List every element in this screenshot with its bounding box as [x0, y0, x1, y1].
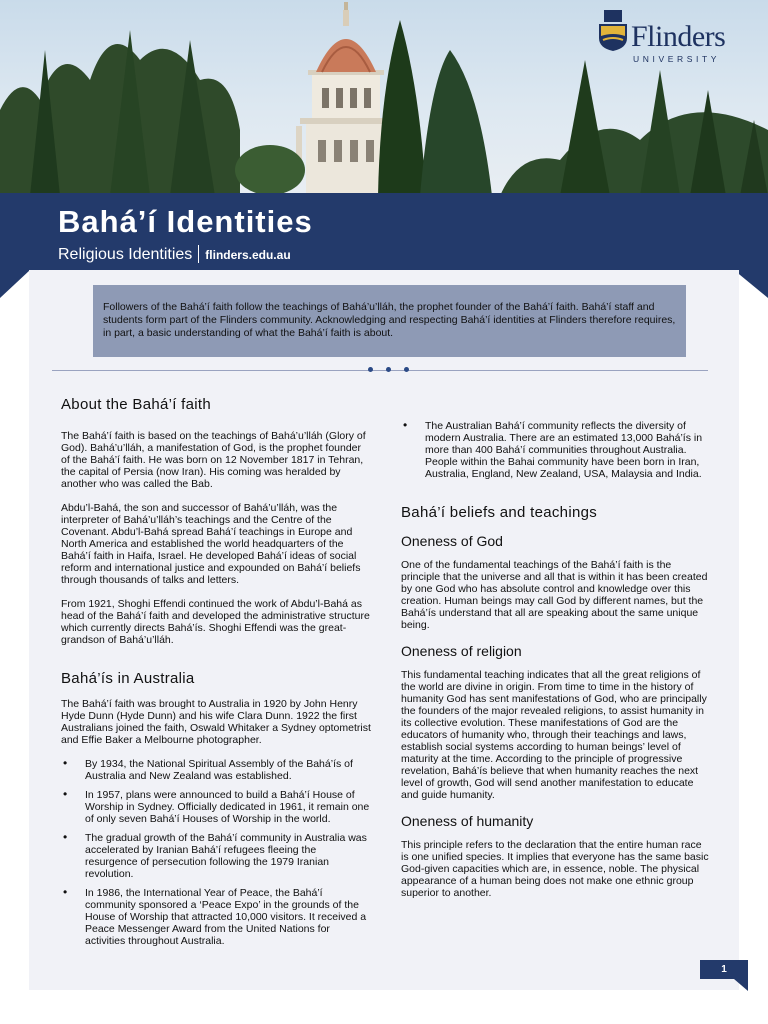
shield-crest-icon [597, 8, 629, 52]
australia-heading: Bahá’ís in Australia [61, 670, 195, 687]
list-item: • The Australian Bahá’í community reflects the diversity of modern Australia. There are an estimated 13,000 Bahá’ís in more than 400 Bahá’í communities throughout Australia. People within the Bahai community have been born in Iran, Australia, England, New Zealand, USA, Malaysia and India. [401, 420, 711, 480]
australia-bullet-list-continued [401, 420, 711, 480]
left-column [61, 396, 371, 947]
oneness-god-heading: Oneness of God [401, 533, 503, 549]
subtitle-divider [198, 245, 199, 263]
divider-dots [368, 367, 418, 373]
about-heading: About the Bahá’í faith [61, 396, 212, 413]
australia-paragraph: The Bahá’í faith was brought to Australia in 1920 by John Henry Hyde Dunn (Hyde Dunn) and his wife Clara Dunn. 1922 the first Australians joined the faith, Oswald Whitaker a Sydney optometrist and Effie Baker a Melbourne photographer. [61, 698, 371, 746]
beliefs-heading: Bahá’í beliefs and teachings [401, 504, 598, 521]
page-subtitle [58, 245, 291, 264]
page-number-corner [734, 979, 748, 991]
about-paragraph-3: From 1921, Shoghi Effendi continued the work of Abdu’l-Bahá as head of the Bahá’í faith and developed the administrative structure which currently directs Bahá’ís. Shoghi Effendi was the great-grandson of Bahá’u’lláh. [61, 598, 370, 646]
divider-dot [368, 367, 373, 372]
divider-dot [386, 367, 391, 372]
hero-photo [0, 0, 768, 196]
list-item: • In 1957, plans were announced to build a Bahá’í House of Worship in Sydney. Officially dedicated in 1961, it remain one of only seven Bahá’í Houses of Worship in the world. [61, 789, 371, 825]
oneness-humanity-text: This principle refers to the declaration that the entire human race is one unified species. It implies that everyone has the same basic God-given capacities which are, in essence, noble. The physical appearance of a human being does not make one ethnic group superior to another. [401, 839, 709, 899]
band-corner-right [734, 270, 768, 298]
subtitle-text: Religious Identities [58, 246, 193, 263]
about-paragraph-1: The Bahá’í faith is based on the teachings of Bahá’u’lláh (Glory of God). Bahá’u’lláh, a manifestation of God, is the prophet founder of the Bahá’í faith. He was born on 12 November 1817 in Tehran, the capital of Persia (now Iran). His coming was heralded by another who was called the Bab. [61, 430, 366, 490]
logo-name: Flinders [631, 20, 726, 53]
intro-box: Followers of the Bahá’í faith follow the teachings of Bahá’u’lláh, the prophet founder of the Bahá’í faith. Bahá’í staff and students form part of the Flinders community. Acknowledging and respecting Bahá’í identities at Flinders therefore requires, in part, a basic understanding of what the Bahá’í faith is about. [93, 285, 686, 357]
flinders-logo [597, 8, 747, 64]
oneness-god-text: One of the fundamental teachings of the Bahá’í faith is the principle that the universe and all that is within it has been created by one God who has absolute control and knowledge over this creation. Human beings may call God by different names, but the Bahá’ís understand that all are speaking about the same unique being. [401, 559, 708, 631]
site-url: flinders.edu.au [205, 248, 291, 262]
page-number: 1 [700, 960, 748, 979]
list-item: • In 1986, the International Year of Peace, the Bahá’í community sponsored a ‘Peace Expo’ in the grounds of the House of Worship that attracted 10,000 visitors. It received a Peace Messenger Award from the United Nations for activities throughout Australia. [61, 887, 371, 947]
page-title: Bahá’í Identities [58, 204, 313, 239]
oneness-humanity-heading: Oneness of humanity [401, 813, 534, 829]
about-paragraph-2: Abdu’l-Bahá, the son and successor of Bahá’u’lláh, was the interpreter of Bahá’u’lláh’s teachings and the Centre of the Covenant. Abdu’l-Bahá spread Bahá’í teachings in Europe and North America and established the world headquarters of the Bahá’í faith in Haifa, Israel. He developed Bahá’í ideas of social reform and international justice and expounded on Bahá’í beliefs through thousands of talks and letters. [61, 502, 361, 586]
list-item: • The gradual growth of the Bahá’í community in Australia was accelerated by Iranian Bahá’í refugees fleeing the resurgence of persecution following the 1979 Iranian revolution. [61, 832, 371, 880]
oneness-religion-text: This fundamental teaching indicates that all the great religions of the world are divine in origin. From time to time in the history of humanity God has sent manifestations of God, who are principally the founders of the major revealed religions, to assist humanity in its collective evolution. These manifestations of God are the educators of humanity who, through their teachings and laws, establish social systems according to human beings’ level of maturity at the time. According to the principle of progressive revelation, Bahá’ís believe that when humanity reaches the next level of growth, God will send another manifestation to educate and guide humanity. [401, 669, 707, 801]
divider-dot [404, 367, 409, 372]
band-corner-left [0, 270, 30, 298]
list-item: • By 1934, the National Spiritual Assembly of the Bahá’ís of Australia and New Zealand was established. [61, 758, 371, 782]
oneness-religion-heading: Oneness of religion [401, 643, 522, 659]
australia-bullet-list [61, 758, 371, 947]
right-column [401, 420, 711, 899]
logo-subtitle: UNIVERSITY [633, 54, 721, 64]
